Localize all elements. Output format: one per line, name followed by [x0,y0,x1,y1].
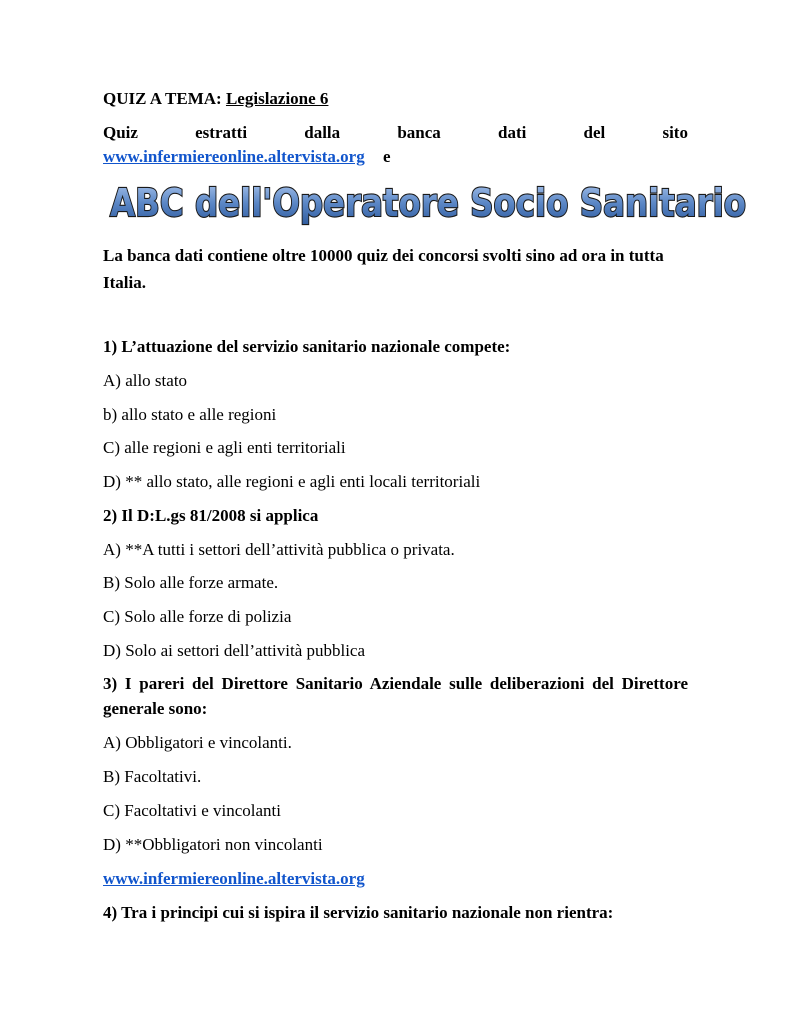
footer-link-line [103,868,365,890]
header-topic: Legislazione 6 [225,89,329,108]
question-3-title: 3) I pareri del Direttore Sanitario Aziendale sulle deliberazioni del Direttore generale sono: [103,674,688,718]
question-1-option-b: b) allo stato e alle regioni [103,405,277,424]
footer-site-link[interactable]: www.infermiereonline.altervista.org [103,869,365,888]
intro-conj: e [382,147,391,166]
intro-word: Quiz [103,123,138,142]
question-1-option-d: D) ** allo stato, alle regioni e agli enti locali territoriali [103,472,481,491]
question-2-option-d: D) Solo ai settori dell’attività pubblica [103,641,366,660]
question-2-option-b: B) Solo alle forze armate. [103,573,279,592]
question-3-option-a: A) Obbligatori e vincolanti. [103,733,292,752]
logo-text: ABC dell'Operatore Socio Sanitario [110,181,746,225]
question-3-option-d: D) **Obbligatori non vincolanti [103,835,323,854]
site-link[interactable]: www.infermiereonline.altervista.org [103,147,365,166]
intro-link-line [103,146,391,168]
question-3-option-b: B) Facoltativi. [103,767,202,786]
question-1-option-c: C) alle regioni e agli enti territoriali [103,438,346,457]
question-1-title: 1) L’attuazione del servizio sanitario nazionale compete: [103,337,511,356]
database-description: La banca dati contiene oltre 10000 quiz dei concorsi svolti sino ad ora in tutta Italia. [103,246,664,292]
intro-line [103,122,688,144]
question-4-title: 4) Tra i principi cui si ispira il servizio sanitario nazionale non rientra: [103,903,614,922]
intro-word: banca [397,123,441,142]
intro-word: estratti [195,123,248,142]
question-1-option-a: A) allo stato [103,371,188,390]
intro-word: dalla [304,123,341,142]
question-2-option-c: C) Solo alle forze di polizia [103,607,292,626]
question-3-option-c: C) Facoltativi e vincolanti [103,801,281,820]
abc-oss-logo [105,181,751,225]
intro-word: sito [662,123,688,142]
intro-word: dati [498,123,527,142]
intro-word: del [583,123,606,142]
quiz-header [103,88,328,110]
question-2-title: 2) Il D:L.gs 81/2008 si applica [103,506,319,525]
header-prefix: QUIZ A TEMA: [103,89,222,108]
question-2-option-a: A) **A tutti i settori dell’attività pubblica o privata. [103,540,455,559]
